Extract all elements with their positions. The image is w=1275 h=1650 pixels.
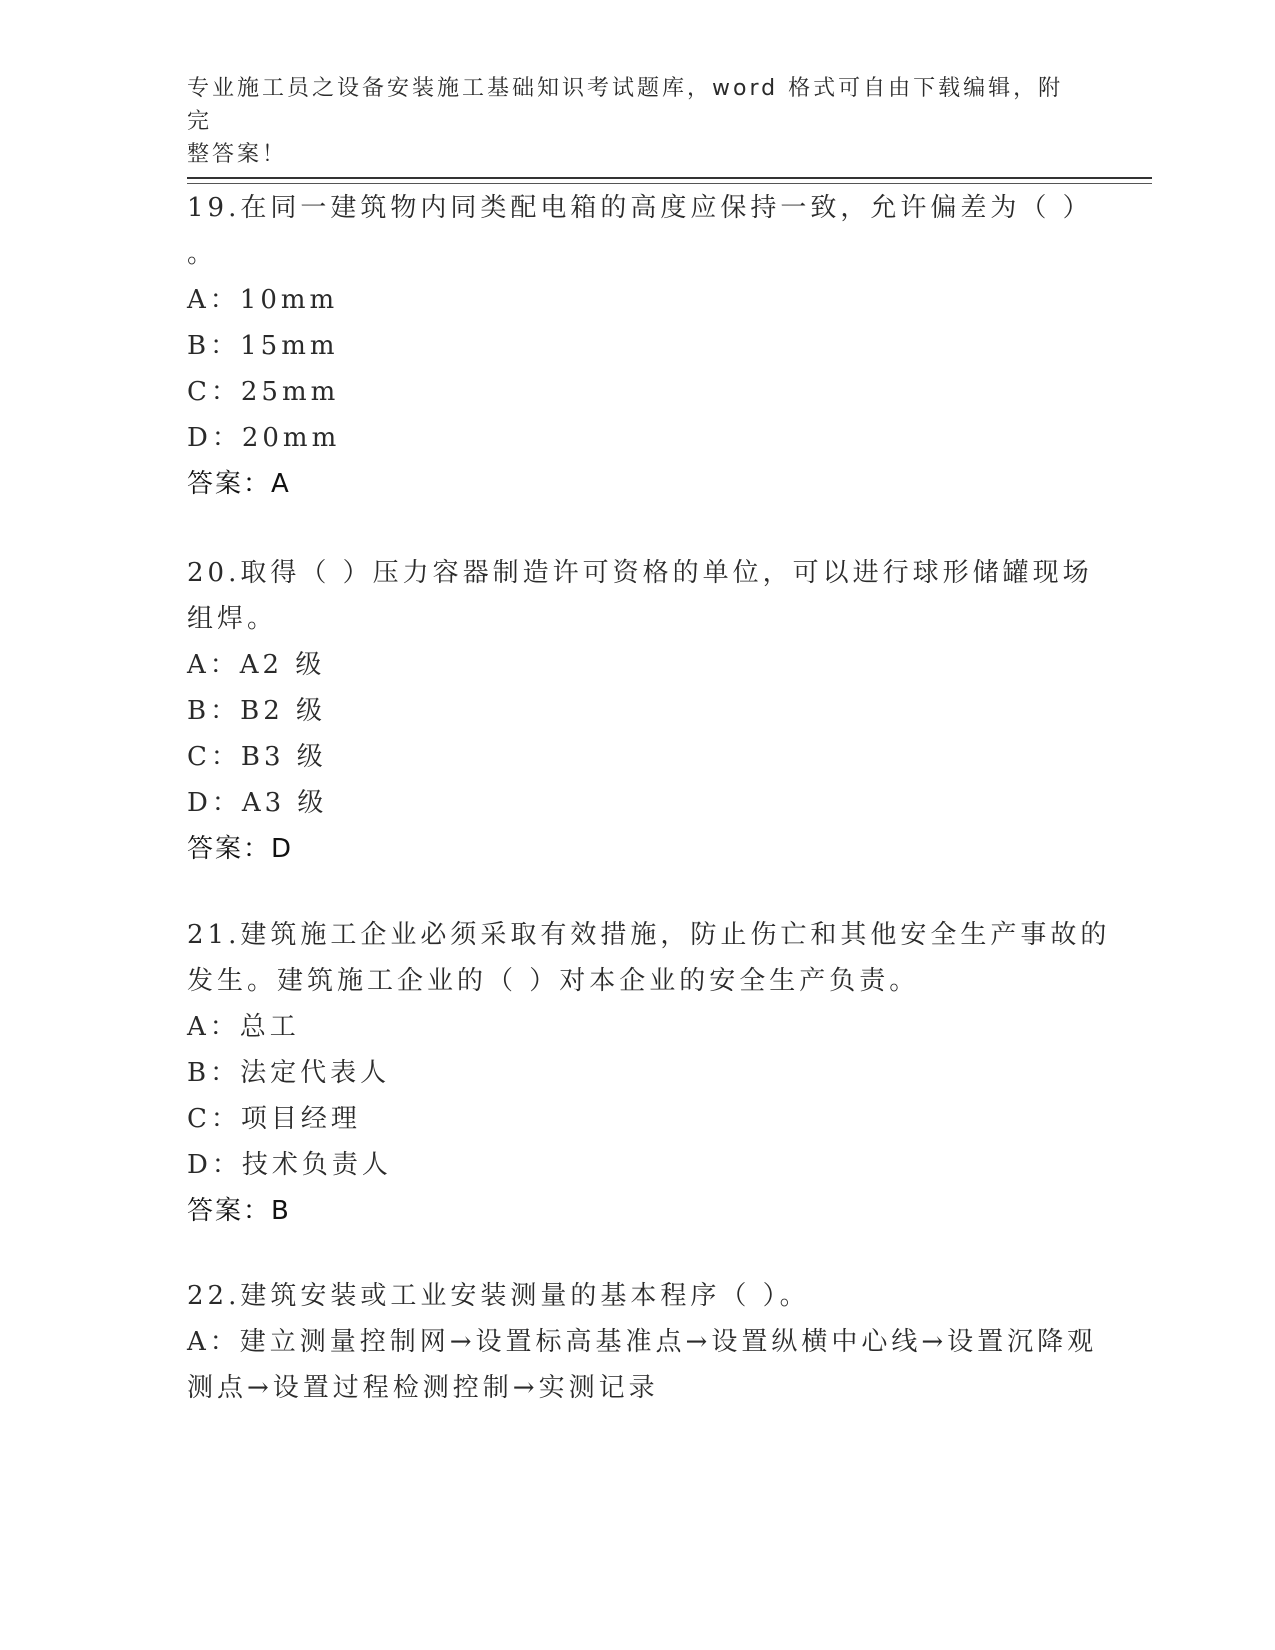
question-stem-line: 组焊。 xyxy=(187,604,278,634)
header-divider-thin xyxy=(187,183,1152,184)
option-b: B：15mm xyxy=(187,331,339,361)
option-d: D：A3 级 xyxy=(187,788,328,818)
option-d: D：20mm xyxy=(187,423,341,453)
answer-label: 答案：D xyxy=(187,834,294,864)
question-stem-line: 19.在同一建筑物内同类配电箱的高度应保持一致，允许偏差为（ ） xyxy=(187,193,1093,223)
question-stem-line: 22.建筑安装或工业安装测量的基本程序（ ）。 xyxy=(187,1281,810,1311)
option-a: A：建立测量控制网→设置标高基准点→设置纵横中心线→设置沉降观 xyxy=(187,1327,1098,1357)
question-stem-line: 发生。建筑施工企业的（ ）对本企业的安全生产负责。 xyxy=(187,966,920,996)
header-line-1: 专业施工员之设备安装施工基础知识考试题库，word 格式可自由下载编辑，附完 xyxy=(187,76,1064,134)
option-a-continued: 测点→设置过程检测控制→实测记录 xyxy=(187,1373,659,1403)
option-c: C：B3 级 xyxy=(187,742,327,772)
question-stem-line: 21.建筑施工企业必须采取有效措施，防止伤亡和其他安全生产事故的 xyxy=(187,920,1111,950)
answer-label: 答案：A xyxy=(187,469,291,499)
option-d: D：技术负责人 xyxy=(187,1150,392,1180)
header-divider-thick xyxy=(187,177,1152,179)
option-a: A：A2 级 xyxy=(187,650,326,680)
option-a: A：总工 xyxy=(187,1012,300,1042)
option-a: A：10mm xyxy=(187,285,339,315)
option-b: B：法定代表人 xyxy=(187,1058,391,1088)
option-c: C：项目经理 xyxy=(187,1104,361,1134)
option-c: C：25mm xyxy=(187,377,340,407)
question-21 xyxy=(187,912,1111,1234)
question-stem-line: 。 xyxy=(187,239,218,269)
page-header xyxy=(187,72,1067,171)
question-20 xyxy=(187,550,1093,872)
answer-label: 答案：B xyxy=(187,1196,291,1226)
header-line-2: 整答案！ xyxy=(187,142,288,167)
question-19 xyxy=(187,185,1093,507)
question-stem-line: 20.取得（ ）压力容器制造许可资格的单位，可以进行球形储罐现场 xyxy=(187,558,1093,588)
option-b: B：B2 级 xyxy=(187,696,327,726)
question-22 xyxy=(187,1273,1098,1411)
